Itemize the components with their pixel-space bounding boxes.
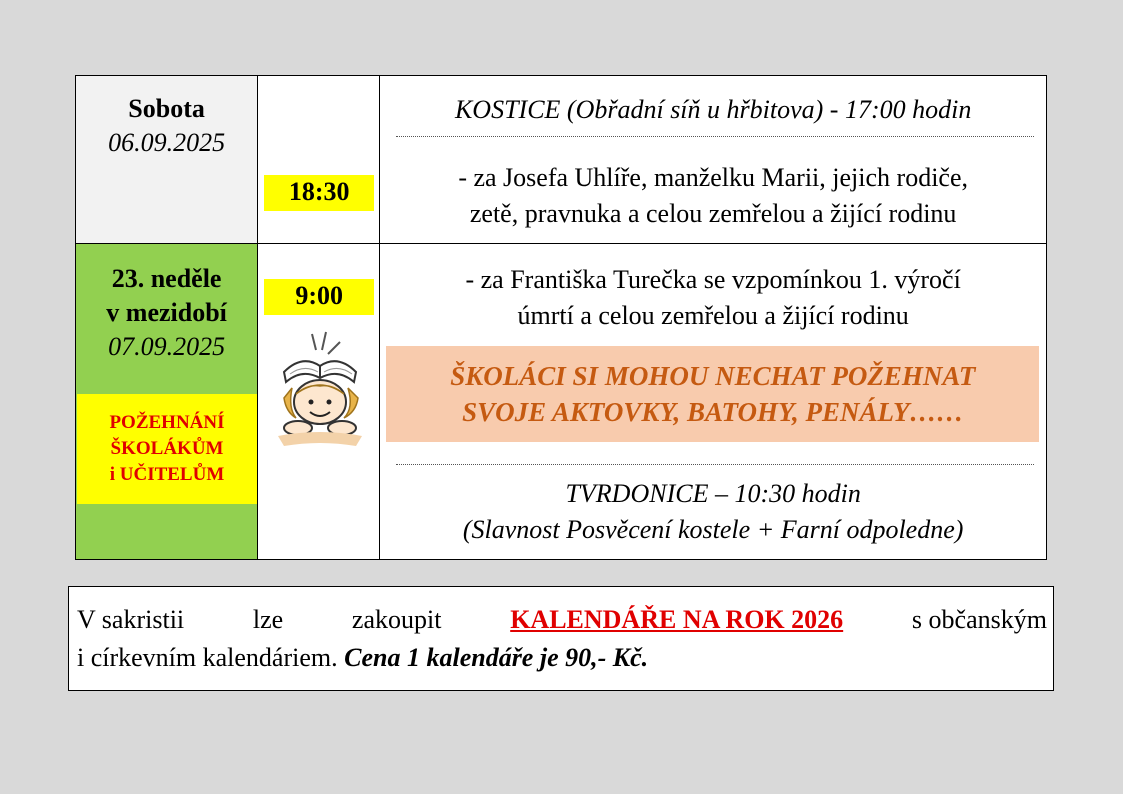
divider — [396, 464, 1034, 465]
calendar-notice — [68, 586, 1054, 691]
notice-word: zakoupit — [351, 605, 442, 634]
saturday-row — [76, 76, 1047, 244]
sunday-time-cell — [258, 244, 380, 560]
banner-line2: SVOJE AKTOVKY, BATOHY, PENÁLY…… — [462, 397, 964, 428]
notice-word: lze — [252, 605, 284, 634]
sunday-row — [76, 244, 1047, 560]
sunday-date: 07.09.2025 — [108, 332, 226, 362]
sunday-day-cell — [76, 244, 258, 560]
notice-line2 — [77, 639, 1047, 677]
blessing-line1: POŽEHNÁNÍ — [109, 412, 225, 434]
saturday-date: 06.09.2025 — [108, 128, 226, 157]
blessing-line3: i UČITELŮM — [109, 464, 225, 486]
tvrdonice-line1: TVRDONICE – 10:30 hodin — [565, 479, 861, 509]
sunday-day-line2: v mezidobí — [106, 298, 227, 328]
saturday-intentions-cell — [380, 76, 1047, 244]
sunday-intentions-cell — [380, 244, 1047, 560]
saturday-time: 18:30 — [264, 175, 374, 211]
blessing-box — [77, 394, 257, 504]
blessing-banner — [386, 346, 1039, 442]
saturday-time-cell — [258, 76, 380, 244]
calendar-highlight: KALENDÁŘE NA ROK 2026 — [510, 605, 844, 634]
divider — [396, 136, 1034, 137]
sunday-time: 9:00 — [264, 279, 374, 315]
saturday-location: KOSTICE (Obřadní síň u hřbitova) - 17:00 hodin — [454, 95, 972, 124]
sunday-day-line1: 23. neděle — [111, 264, 222, 294]
sunday-intention-line1: - za Františka Turečka se vzpomínkou 1. výročí — [465, 265, 961, 295]
tvrdonice-line2: (Slavnost Posvěcení kostele + Farní odpoledne) — [462, 515, 964, 545]
sunday-intention-line2: úmrtí a celou zemřelou a žijící rodinu — [517, 301, 909, 331]
blessing-line2: ŠKOLÁKŮM — [110, 438, 224, 460]
notice-word: s občanským — [911, 605, 1047, 634]
notice-word: V sakristii — [77, 605, 185, 634]
mass-schedule-table — [75, 75, 1047, 560]
banner-line1: ŠKOLÁCI SI MOHOU NECHAT POŽEHNAT — [450, 361, 976, 392]
saturday-day-cell — [76, 76, 258, 244]
notice-text: i církevním kalendáriem. — [77, 643, 338, 672]
calendar-price: Cena 1 kalendáře je 90,- Kč. — [344, 643, 649, 672]
schoolgirl-reading-icon — [272, 328, 368, 454]
saturday-intention-line2: zetě, pravnuka a celou zemřelou a žijící rodinu — [469, 199, 957, 228]
saturday-intention-line1: - za Josefa Uhlíře, manželku Marii, jejich rodiče, — [458, 163, 968, 192]
notice-line1 — [77, 601, 1047, 639]
saturday-day-name: Sobota — [128, 94, 205, 123]
